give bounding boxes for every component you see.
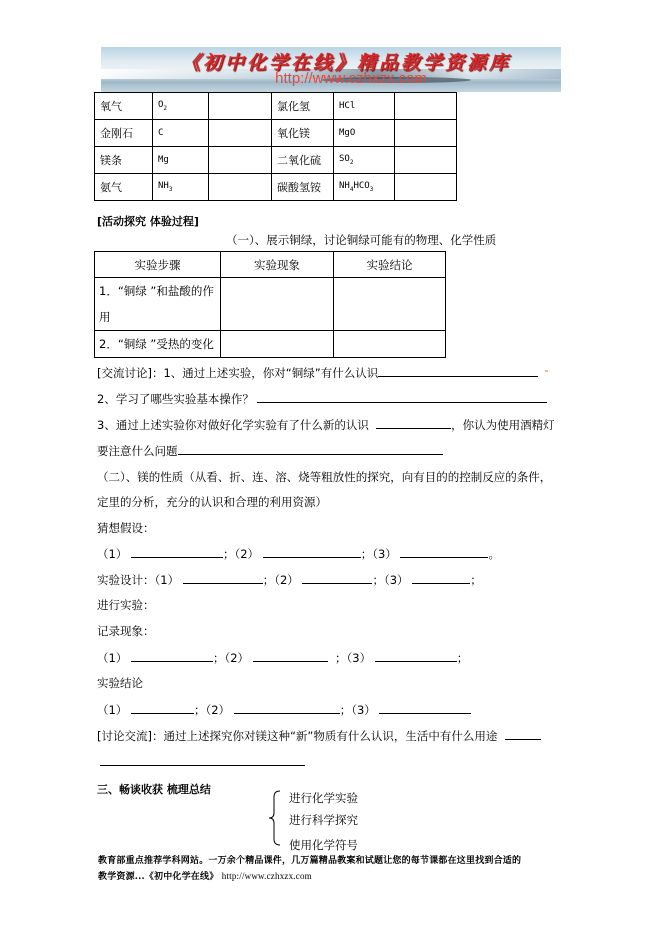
formula: O <box>158 100 164 111</box>
answer-blank-line[interactable] <box>100 765 305 766</box>
answer-blank[interactable] <box>131 545 223 558</box>
formula-cell <box>334 174 395 201</box>
answer-blank[interactable] <box>378 364 538 377</box>
item-label: （1） <box>97 547 128 561</box>
formula: NH <box>339 181 350 192</box>
item-label: ；（3） <box>372 573 409 587</box>
footer-text: 教学资源...《初中化学在线》 <box>98 872 219 882</box>
blank-cell <box>395 120 457 147</box>
formula-cell <box>153 93 209 120</box>
substance-name: 镁条 <box>95 147 153 174</box>
table-row <box>95 174 457 201</box>
answer-blank[interactable] <box>505 727 541 740</box>
footer-link[interactable]: http://www.czhxzx.com <box>221 871 312 881</box>
substance-name: 金刚石 <box>95 120 153 147</box>
blank-cell <box>209 93 272 120</box>
design-row <box>97 571 482 588</box>
activity-heading: [活动探究 体验过程] <box>97 215 199 228</box>
conduct-label: 进行实验： <box>97 598 155 612</box>
formula-subscript: 3 <box>168 185 173 193</box>
answer-blank[interactable] <box>234 701 340 714</box>
footer-line2 <box>98 869 312 882</box>
item-label: ；（3） <box>335 651 372 665</box>
formula-subscript: 2 <box>163 104 168 112</box>
formula: Mg <box>158 155 169 165</box>
column-header: 实验现象 <box>221 252 334 278</box>
answer-blank[interactable] <box>131 701 194 714</box>
blank-cell <box>395 93 457 120</box>
item-label: ；（2） <box>262 573 299 587</box>
question-text: ，你认为使用酒精灯 <box>451 418 555 432</box>
hypothesis-row <box>97 545 500 562</box>
footer-line1: 教育部重点推荐学科网站。一万余个精品课件，几万篇精品教案和试题让您的每节课都在这里找到合适的 <box>98 856 522 866</box>
substance-name: 氯化氢 <box>272 93 334 120</box>
exchange-question <box>97 727 541 744</box>
summary-heading: 三、畅谈收获 梳理总结 <box>97 783 211 796</box>
blank-cell <box>209 120 272 147</box>
question-text: [交流讨论]：1、通过上述实验，你对“铜绿”有什么认识 <box>97 366 379 380</box>
blank-cell <box>395 147 457 174</box>
answer-blank[interactable] <box>302 571 372 584</box>
discussion-q3-cont <box>97 442 443 459</box>
formula: NH <box>158 181 169 192</box>
answer-blank[interactable] <box>178 442 443 455</box>
question-text: 2、学习了哪些实验基本操作？ <box>97 392 254 406</box>
item-label: ；（3） <box>339 703 376 717</box>
substance-name: 氧气 <box>95 93 153 120</box>
formula: HCO <box>353 181 370 192</box>
substance-name: 氨气 <box>95 174 153 201</box>
stray-mark <box>545 370 548 372</box>
banner-url: http://www.czhxzx.com <box>275 70 427 87</box>
answer-blank[interactable] <box>400 545 488 558</box>
header-banner <box>101 47 561 92</box>
column-header: 实验结论 <box>334 252 446 278</box>
formula: SO <box>339 154 350 165</box>
discussion-q3 <box>97 416 555 433</box>
item-label: ；（2） <box>212 651 250 665</box>
substance-name: 氧化镁 <box>272 120 334 147</box>
answer-blank[interactable] <box>257 390 547 403</box>
summary-item: 进行化学实验 <box>289 791 358 805</box>
formula-cell <box>153 120 209 147</box>
step-text: 1．“铜绿 ”和盐酸的作 <box>99 284 214 298</box>
table-header-row <box>95 252 446 278</box>
substance-name: 二氧化硫 <box>272 147 334 174</box>
hypothesis-label: 猜想假设： <box>97 521 155 535</box>
formula-cell <box>153 147 209 174</box>
item-label: （1） <box>97 703 128 717</box>
design-label: 实验设计：（1） <box>97 573 180 587</box>
blank-cell <box>395 174 457 201</box>
formula-subscript: 4 <box>349 185 354 193</box>
substance-name: 碳酸氢铵 <box>272 174 334 201</box>
formula-cell <box>153 174 209 201</box>
conclusion-cell <box>334 278 446 331</box>
substance-table <box>94 92 457 201</box>
phenomenon-cell <box>221 278 334 331</box>
discussion-q1 <box>97 364 538 381</box>
record-row <box>97 649 468 666</box>
item-label: ；（2） <box>193 703 231 717</box>
answer-blank[interactable] <box>131 649 213 662</box>
item-label: 。 <box>488 547 500 561</box>
formula-cell <box>334 147 395 174</box>
answer-blank[interactable] <box>379 701 471 714</box>
table-row <box>95 93 457 120</box>
conclusion-cell <box>334 331 446 358</box>
blank-cell <box>209 174 272 201</box>
answer-blank[interactable] <box>253 649 328 662</box>
phenomenon-cell <box>221 331 334 358</box>
discussion-q2 <box>97 390 547 407</box>
part2-title-cont: 定里的分析，充分的认识和合理的利用资源） <box>97 495 327 509</box>
item-label: ；（2） <box>222 547 260 561</box>
formula-subscript: 3 <box>369 185 374 193</box>
answer-blank[interactable] <box>183 571 263 584</box>
question-text: [讨论交流]：通过上述探究你对镁这种“新”物质有什么认识，生活中有什么用途 <box>97 729 498 743</box>
item-label: ； <box>470 573 482 587</box>
blank-cell <box>209 147 272 174</box>
formula-cell <box>334 120 395 147</box>
column-header: 实验步骤 <box>95 252 221 278</box>
formula-cell <box>334 93 395 120</box>
table-row <box>95 120 457 147</box>
question-text: 3、通过上述实验你对做好化学实验有了什么新的认识 <box>97 418 369 432</box>
table-row <box>95 147 457 174</box>
answer-blank[interactable] <box>375 649 457 662</box>
formula: MgO <box>339 128 356 138</box>
conclusion-label: 实验结论 <box>97 676 143 690</box>
formula-subscript: 2 <box>349 158 354 166</box>
answer-blank[interactable] <box>376 416 451 429</box>
conclusion-row <box>97 701 471 718</box>
table-row <box>95 331 446 358</box>
answer-blank[interactable] <box>263 545 361 558</box>
item-label: （1） <box>97 651 128 665</box>
step-text: 用 <box>99 310 111 324</box>
record-label: 记录现象： <box>97 624 155 638</box>
question-text: 要注意什么问题 <box>97 444 178 458</box>
banner-title: 《初中化学在线》精品教学资源库 <box>181 52 512 74</box>
experiment-table <box>94 251 446 358</box>
formula: C <box>158 128 164 138</box>
part1-title: （一）、展示铜绿，讨论铜绿可能有的物理、化学性质 <box>226 233 497 247</box>
summary-item: 进行科学探究 <box>289 813 358 827</box>
part2-title: （二）、镁的性质（从看、折、连、溶、烧等粗放性的探究，向有目的的控制反应的条件， <box>97 470 552 484</box>
brace-icon <box>268 789 282 847</box>
table-row <box>95 278 446 331</box>
item-label: ； <box>456 651 469 665</box>
item-label: ；（3） <box>360 547 397 561</box>
summary-item: 使用化学符号 <box>289 838 358 852</box>
step-cell <box>95 278 221 331</box>
step-cell: 2．“铜绿 ”受热的变化 <box>95 331 221 358</box>
answer-blank[interactable] <box>412 571 470 584</box>
formula: HCl <box>339 101 356 111</box>
